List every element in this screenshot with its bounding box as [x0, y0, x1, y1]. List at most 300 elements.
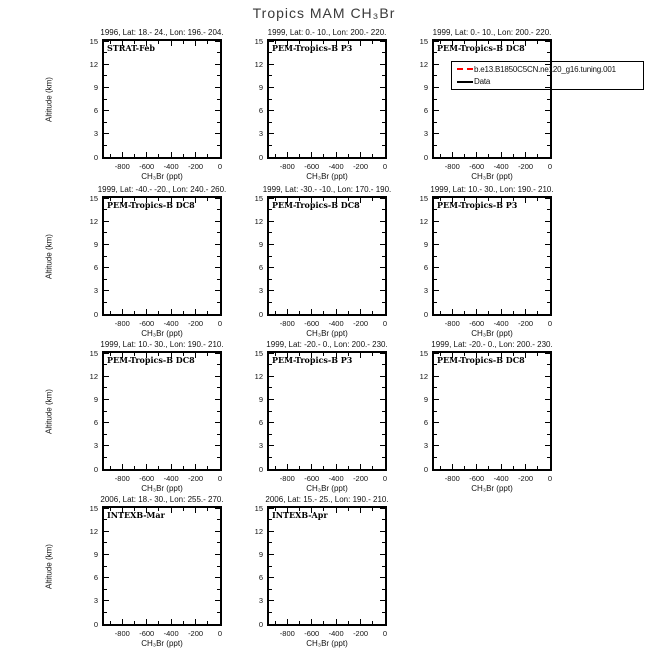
major-tick — [434, 87, 439, 88]
y-tick-label: 12 — [419, 59, 428, 69]
minor-tick — [513, 154, 514, 157]
minor-tick — [323, 466, 324, 469]
panel-header: 2006, Lat: 15.- 25., Lon: 190.- 210. — [265, 495, 389, 504]
major-tick — [336, 309, 337, 314]
minor-tick — [217, 566, 220, 567]
panel-header: 1999, Lat: -40.- -20., Lon: 240.- 260. — [97, 185, 227, 194]
minor-tick — [110, 466, 111, 469]
x-tick-label: -400 — [328, 162, 344, 171]
major-tick — [380, 531, 385, 532]
major-tick — [545, 41, 550, 42]
major-tick — [434, 133, 439, 134]
y-tick-label: 3 — [93, 596, 98, 606]
y-tick-label: 12 — [89, 216, 98, 226]
major-tick — [215, 353, 220, 354]
x-tick-label: -400 — [163, 474, 179, 483]
y-tick-label: 15 — [254, 193, 263, 203]
major-tick — [269, 221, 274, 222]
major-tick — [360, 41, 361, 46]
major-tick — [269, 244, 274, 245]
y-tick-label: 12 — [89, 59, 98, 69]
minor-tick — [104, 99, 107, 100]
minor-tick — [372, 41, 373, 44]
major-tick — [550, 41, 551, 46]
major-tick — [220, 508, 221, 513]
minor-tick — [134, 466, 135, 469]
minor-tick — [547, 411, 550, 412]
panel-header: 2006, Lat: 18.- 30., Lon: 255.- 270. — [100, 495, 224, 504]
major-tick — [336, 619, 337, 624]
minor-tick — [217, 279, 220, 280]
major-tick — [545, 133, 550, 134]
x-axis-title: CH₃Br (ppt) — [471, 172, 513, 181]
major-tick — [385, 41, 386, 46]
minor-tick — [382, 122, 385, 123]
major-tick — [195, 309, 196, 314]
x-tick-label: -200 — [188, 319, 204, 328]
y-tick-label: 15 — [254, 348, 263, 358]
major-tick — [545, 353, 550, 354]
x-tick-label: -400 — [328, 629, 344, 638]
major-tick — [269, 445, 274, 446]
x-tick-label: -800 — [114, 474, 130, 483]
minor-tick — [348, 311, 349, 314]
major-tick — [434, 267, 439, 268]
minor-tick — [104, 434, 107, 435]
minor-tick — [547, 232, 550, 233]
minor-tick — [217, 589, 220, 590]
major-tick — [434, 376, 439, 377]
major-tick — [360, 464, 361, 469]
major-tick — [269, 508, 274, 509]
major-tick — [476, 309, 477, 314]
x-axis-title: CH₃Br (ppt) — [306, 639, 348, 648]
minor-tick — [537, 311, 538, 314]
major-tick — [476, 464, 477, 469]
y-tick-label: 9 — [423, 82, 428, 92]
major-tick — [269, 376, 274, 377]
major-tick — [380, 445, 385, 446]
minor-tick — [488, 311, 489, 314]
major-tick — [215, 399, 220, 400]
minor-tick — [434, 145, 437, 146]
x-tick-label: -200 — [353, 474, 369, 483]
minor-tick — [348, 154, 349, 157]
plot-area — [267, 196, 387, 316]
minor-tick — [382, 411, 385, 412]
minor-tick — [183, 508, 184, 511]
legend-entry-model — [457, 63, 643, 75]
minor-tick — [207, 353, 208, 356]
x-tick-label: -600 — [469, 162, 485, 171]
x-tick-label: -800 — [114, 319, 130, 328]
minor-tick — [207, 508, 208, 511]
minor-tick — [382, 519, 385, 520]
y-tick-label: 9 — [93, 394, 98, 404]
major-tick — [215, 531, 220, 532]
minor-tick — [269, 302, 272, 303]
panel-header: 1999, Lat: 0.- 10., Lon: 200.- 220. — [432, 28, 552, 37]
plot-area — [102, 196, 222, 316]
major-tick — [360, 198, 361, 203]
y-tick-label: 15 — [419, 36, 428, 46]
major-tick — [269, 157, 274, 158]
minor-tick — [269, 232, 272, 233]
major-tick — [269, 531, 274, 532]
major-tick — [171, 152, 172, 157]
y-tick-label: 12 — [89, 371, 98, 381]
major-tick — [380, 600, 385, 601]
minor-tick — [217, 75, 220, 76]
major-tick — [122, 152, 123, 157]
major-tick — [104, 157, 109, 158]
major-tick — [195, 152, 196, 157]
x-tick-label: -200 — [188, 474, 204, 483]
major-tick — [287, 464, 288, 469]
minor-tick — [183, 621, 184, 624]
major-tick — [195, 464, 196, 469]
subplot-panel — [419, 340, 553, 493]
minor-tick — [434, 99, 437, 100]
minor-tick — [382, 75, 385, 76]
major-tick — [104, 244, 109, 245]
major-tick — [215, 508, 220, 509]
minor-tick — [217, 122, 220, 123]
legend-entry-data — [457, 76, 643, 88]
minor-tick — [323, 621, 324, 624]
x-tick-label: 0 — [382, 162, 388, 171]
plot-area — [267, 39, 387, 159]
minor-tick — [372, 154, 373, 157]
panel-label: INTEXB-Apr — [272, 510, 328, 520]
y-tick-label: 9 — [258, 239, 263, 249]
minor-tick — [217, 209, 220, 210]
minor-tick — [269, 542, 272, 543]
minor-tick — [158, 466, 159, 469]
minor-tick — [372, 198, 373, 201]
minor-tick — [434, 411, 437, 412]
subplot-panel — [44, 185, 227, 338]
major-tick — [215, 469, 220, 470]
minor-tick — [434, 387, 437, 388]
major-tick — [269, 110, 274, 111]
legend-label-data: Data — [474, 77, 491, 87]
minor-tick — [104, 589, 107, 590]
minor-tick — [134, 621, 135, 624]
minor-tick — [488, 154, 489, 157]
minor-tick — [104, 75, 107, 76]
major-tick — [269, 87, 274, 88]
major-tick — [380, 198, 385, 199]
major-tick — [545, 290, 550, 291]
y-tick-label: 0 — [93, 464, 98, 474]
minor-tick — [275, 466, 276, 469]
minor-tick — [434, 457, 437, 458]
minor-tick — [217, 52, 220, 53]
major-tick — [104, 290, 109, 291]
minor-tick — [269, 279, 272, 280]
minor-tick — [440, 154, 441, 157]
major-tick — [215, 157, 220, 158]
minor-tick — [104, 542, 107, 543]
x-tick-label: -600 — [139, 319, 155, 328]
major-tick — [104, 221, 109, 222]
plot-area — [102, 351, 222, 471]
minor-tick — [299, 311, 300, 314]
y-tick-label: 0 — [258, 309, 263, 319]
minor-tick — [217, 232, 220, 233]
minor-tick — [547, 209, 550, 210]
minor-tick — [537, 466, 538, 469]
y-tick-label: 9 — [258, 394, 263, 404]
subplot-panel — [254, 495, 389, 648]
x-tick-label: -200 — [353, 629, 369, 638]
x-tick-label: -400 — [163, 629, 179, 638]
major-tick — [215, 267, 220, 268]
minor-tick — [104, 232, 107, 233]
major-tick — [434, 353, 439, 354]
major-tick — [146, 619, 147, 624]
subplot-panel — [44, 340, 224, 493]
major-tick — [104, 577, 109, 578]
minor-tick — [217, 145, 220, 146]
x-tick-label: -200 — [188, 629, 204, 638]
major-tick — [122, 464, 123, 469]
x-tick-label: 0 — [217, 474, 223, 483]
x-tick-label: 0 — [547, 162, 553, 171]
minor-tick — [382, 145, 385, 146]
y-tick-label: 12 — [254, 216, 263, 226]
y-tick-label: 3 — [258, 286, 263, 296]
minor-tick — [183, 41, 184, 44]
minor-tick — [464, 154, 465, 157]
plot-area — [432, 39, 552, 159]
minor-tick — [537, 41, 538, 44]
minor-tick — [434, 232, 437, 233]
minor-tick — [348, 621, 349, 624]
x-tick-label: -400 — [328, 319, 344, 328]
minor-tick — [434, 256, 437, 257]
major-tick — [452, 464, 453, 469]
minor-tick — [513, 311, 514, 314]
major-tick — [215, 445, 220, 446]
major-tick — [380, 554, 385, 555]
x-tick-label: 0 — [382, 474, 388, 483]
major-tick — [104, 469, 109, 470]
minor-tick — [537, 198, 538, 201]
minor-tick — [440, 466, 441, 469]
y-tick-label: 9 — [258, 549, 263, 559]
minor-tick — [269, 457, 272, 458]
major-tick — [146, 464, 147, 469]
minor-tick — [434, 122, 437, 123]
x-axis-title: CH₃Br (ppt) — [306, 329, 348, 338]
major-tick — [215, 577, 220, 578]
major-tick — [380, 64, 385, 65]
minor-tick — [207, 311, 208, 314]
y-tick-label: 15 — [89, 348, 98, 358]
major-tick — [360, 309, 361, 314]
minor-tick — [269, 99, 272, 100]
minor-tick — [372, 508, 373, 511]
major-tick — [287, 152, 288, 157]
legend — [451, 61, 644, 90]
major-tick — [311, 309, 312, 314]
subplot-panel — [254, 185, 392, 338]
minor-tick — [547, 99, 550, 100]
y-tick-label: 6 — [93, 418, 98, 428]
minor-tick — [382, 387, 385, 388]
x-tick-label: -800 — [444, 162, 460, 171]
major-tick — [220, 353, 221, 358]
y-tick-label: 9 — [423, 394, 428, 404]
major-tick — [434, 445, 439, 446]
y-tick-label: 6 — [423, 418, 428, 428]
panel-header: 1999, Lat: -30.- -10., Lon: 170.- 190. — [262, 185, 392, 194]
major-tick — [104, 624, 109, 625]
minor-tick — [488, 466, 489, 469]
x-axis-title: CH₃Br (ppt) — [471, 329, 513, 338]
major-tick — [380, 422, 385, 423]
major-tick — [545, 314, 550, 315]
minor-tick — [158, 154, 159, 157]
minor-tick — [275, 311, 276, 314]
major-tick — [269, 290, 274, 291]
minor-tick — [104, 279, 107, 280]
y-tick-label: 15 — [419, 193, 428, 203]
major-tick — [550, 198, 551, 203]
minor-tick — [434, 302, 437, 303]
minor-tick — [275, 154, 276, 157]
minor-tick — [382, 457, 385, 458]
major-tick — [215, 87, 220, 88]
y-tick-label: 3 — [423, 286, 428, 296]
minor-tick — [434, 434, 437, 435]
y-tick-label: 3 — [93, 129, 98, 139]
major-tick — [360, 508, 361, 513]
x-tick-label: -400 — [163, 319, 179, 328]
legend-label-model: b.e13.B1850C5CN.ne120_g16.tuning.001 — [474, 64, 616, 74]
minor-tick — [547, 387, 550, 388]
x-tick-label: -800 — [279, 319, 295, 328]
panel-label: PEM-Tropics-B DC8 — [437, 355, 525, 365]
major-tick — [360, 353, 361, 358]
major-tick — [171, 464, 172, 469]
major-tick — [501, 464, 502, 469]
minor-tick — [382, 279, 385, 280]
major-tick — [104, 376, 109, 377]
minor-tick — [269, 434, 272, 435]
x-tick-label: -600 — [304, 319, 320, 328]
x-tick-label: -800 — [114, 629, 130, 638]
major-tick — [434, 469, 439, 470]
minor-tick — [348, 508, 349, 511]
minor-tick — [104, 566, 107, 567]
major-tick — [104, 133, 109, 134]
minor-tick — [299, 466, 300, 469]
minor-tick — [217, 256, 220, 257]
y-tick-label: 6 — [423, 106, 428, 116]
major-tick — [104, 41, 109, 42]
major-tick — [122, 309, 123, 314]
minor-tick — [217, 99, 220, 100]
panel-label: PEM-Tropics-B P3 — [437, 200, 518, 210]
major-tick — [434, 422, 439, 423]
major-tick — [215, 198, 220, 199]
major-tick — [380, 221, 385, 222]
major-tick — [311, 152, 312, 157]
major-tick — [380, 244, 385, 245]
major-tick — [434, 157, 439, 158]
y-tick-label: 0 — [423, 464, 428, 474]
panel-label: PEM-Tropics-B P3 — [272, 355, 353, 365]
major-tick — [336, 464, 337, 469]
y-tick-label: 0 — [258, 464, 263, 474]
minor-tick — [382, 589, 385, 590]
plot-area — [267, 351, 387, 471]
major-tick — [104, 267, 109, 268]
x-axis-title: CH₃Br (ppt) — [141, 172, 183, 181]
major-tick — [434, 399, 439, 400]
major-tick — [104, 87, 109, 88]
subplot-panel — [254, 28, 388, 181]
major-tick — [550, 353, 551, 358]
minor-tick — [440, 311, 441, 314]
minor-tick — [217, 364, 220, 365]
minor-tick — [269, 566, 272, 567]
subplot-panel — [419, 185, 554, 338]
minor-tick — [217, 302, 220, 303]
y-tick-label: 15 — [89, 36, 98, 46]
panel-header: 1999, Lat: 10.- 30., Lon: 190.- 210. — [430, 185, 554, 194]
minor-tick — [158, 311, 159, 314]
minor-tick — [104, 302, 107, 303]
major-tick — [269, 267, 274, 268]
minor-tick — [217, 542, 220, 543]
y-tick-label: 0 — [423, 309, 428, 319]
major-tick — [545, 469, 550, 470]
major-tick — [452, 309, 453, 314]
minor-tick — [382, 52, 385, 53]
minor-tick — [275, 621, 276, 624]
y-axis-title: Altitude (km) — [44, 234, 54, 279]
minor-tick — [110, 311, 111, 314]
major-tick — [171, 508, 172, 513]
minor-tick — [104, 387, 107, 388]
major-tick — [380, 469, 385, 470]
major-tick — [380, 110, 385, 111]
major-tick — [104, 353, 109, 354]
y-tick-label: 6 — [258, 263, 263, 273]
minor-tick — [323, 154, 324, 157]
minor-tick — [104, 612, 107, 613]
x-axis-title: CH₃Br (ppt) — [141, 639, 183, 648]
minor-tick — [207, 466, 208, 469]
subplot-panel — [44, 495, 224, 648]
y-tick-label: 12 — [254, 526, 263, 536]
major-tick — [104, 445, 109, 446]
minor-tick — [158, 621, 159, 624]
major-tick — [215, 64, 220, 65]
plot-area — [432, 351, 552, 471]
x-tick-label: -200 — [353, 319, 369, 328]
y-tick-label: 3 — [93, 286, 98, 296]
major-tick — [269, 41, 274, 42]
panel-header: 1996, Lat: 18.- 24., Lon: 196.- 204. — [100, 28, 224, 37]
minor-tick — [104, 122, 107, 123]
minor-tick — [547, 145, 550, 146]
plot-area — [102, 39, 222, 159]
